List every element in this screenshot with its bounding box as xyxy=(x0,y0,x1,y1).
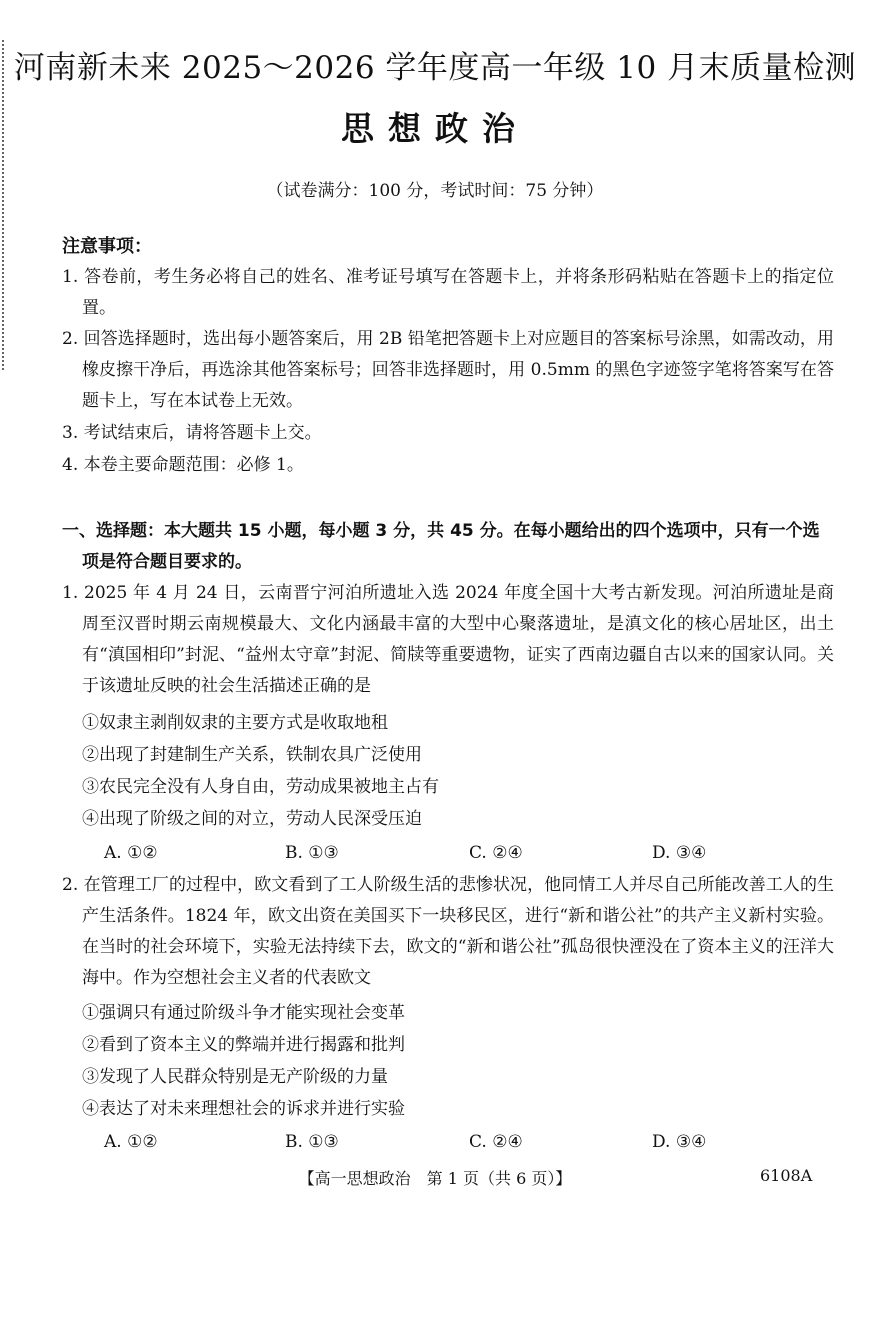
question-2-item-2: ②看到了资本主义的弊端并进行揭露和批判 xyxy=(82,1035,405,1055)
choice-a[interactable]: A. ①② xyxy=(104,1132,158,1152)
choice-c[interactable]: C. ②④ xyxy=(469,843,523,863)
note-item-1: 1. 答卷前，考生务必将自己的姓名、准考证号填写在答题卡上，并将条形码粘贴在答题卡上的指定位置。 xyxy=(62,267,834,318)
note-item-4: 4. 本卷主要命题范围：必修 1。 xyxy=(62,455,304,475)
paper-code: 6108A xyxy=(760,1166,813,1185)
question-1-item-1: ①奴隶主剥削奴隶的主要方式是收取地租 xyxy=(82,713,388,733)
question-2-item-4: ④表达了对未来理想社会的诉求并进行实验 xyxy=(82,1099,405,1119)
choice-b[interactable]: B. ①③ xyxy=(285,843,339,863)
question-1-item-3: ③农民完全没有人身自由，劳动成果被地主占有 xyxy=(82,777,439,797)
choice-d[interactable]: D. ③④ xyxy=(652,1132,707,1152)
question-1-stem: 1. 2025 年 4 月 24 日，云南晋宁河泊所遗址入选 2024 年度全国十大考古新发现。河泊所遗址是商周至汉晋时期云南规模最大、文化内涵最丰富的大型中心聚落遗址，是滇文化的核心居址区，出土有“滇国相印”封泥、“益州太守章”封泥、简牍等重要遗物，证实了西南边疆自古以来的国家认同。关于该遗址反映的社会生活描述正确的是 xyxy=(62,583,834,696)
question-2-choices xyxy=(104,1127,824,1158)
exam-title: 河南新未来 2025～2026 学年度高一年级 10 月末质量检测 xyxy=(13,50,857,86)
question-2-item-3: ③发现了人民群众特别是无产阶级的力量 xyxy=(82,1067,388,1087)
page-footer: 【高一思想政治 第 1 页（共 6 页）】 xyxy=(298,1169,572,1188)
subject-title: 思想政治 xyxy=(341,109,529,148)
question-1-item-4: ④出现了阶级之间的对立，劳动人民深受压迫 xyxy=(82,809,422,829)
question-2-stem: 2. 在管理工厂的过程中，欧文看到了工人阶级生活的悲惨状况，他同情工人并尽自己所能改善工人的生产生活条件。1824 年，欧文出资在美国买下一块移民区，进行“新和谐公社”的共产主义新村实验。在当时的社会环境下，实验无法持续下去，欧文的“新和谐公社”孤岛很快湮没在了资本主义的汪洋大海中。作为空想社会主义者的代表欧文 xyxy=(62,875,834,988)
choice-d[interactable]: D. ③④ xyxy=(652,843,707,863)
choice-b[interactable]: B. ①③ xyxy=(285,1132,339,1152)
note-item-2: 2. 回答选择题时，选出每小题答案后，用 2B 铅笔把答题卡上对应题目的答案标号涂黑，如需改动，用橡皮擦干净后，再选涂其他答案标号；回答非选择题时，用 0.5mm 的黑色字迹签字笔将答案写在答题卡上，写在本试卷上无效。 xyxy=(62,329,834,411)
exam-meta: （试卷满分：100 分，考试时间：75 分钟） xyxy=(266,181,604,201)
section-heading: 一、选择题：本大题共 15 小题，每小题 3 分，共 45 分。在每小题给出的四个选项中，只有一个选项是符合题目要求的。 xyxy=(62,521,820,572)
question-1-choices xyxy=(104,838,824,869)
choice-c[interactable]: C. ②④ xyxy=(469,1132,523,1152)
choice-a[interactable]: A. ①② xyxy=(104,843,158,863)
note-item-3: 3. 考试结束后，请将答题卡上交。 xyxy=(62,423,322,443)
notes-heading: 注意事项： xyxy=(62,236,152,257)
question-2-item-1: ①强调只有通过阶级斗争才能实现社会变革 xyxy=(82,1003,405,1023)
question-1-item-2: ②出现了封建制生产关系，铁制农具广泛使用 xyxy=(82,745,422,765)
binding-margin-line xyxy=(2,40,4,370)
